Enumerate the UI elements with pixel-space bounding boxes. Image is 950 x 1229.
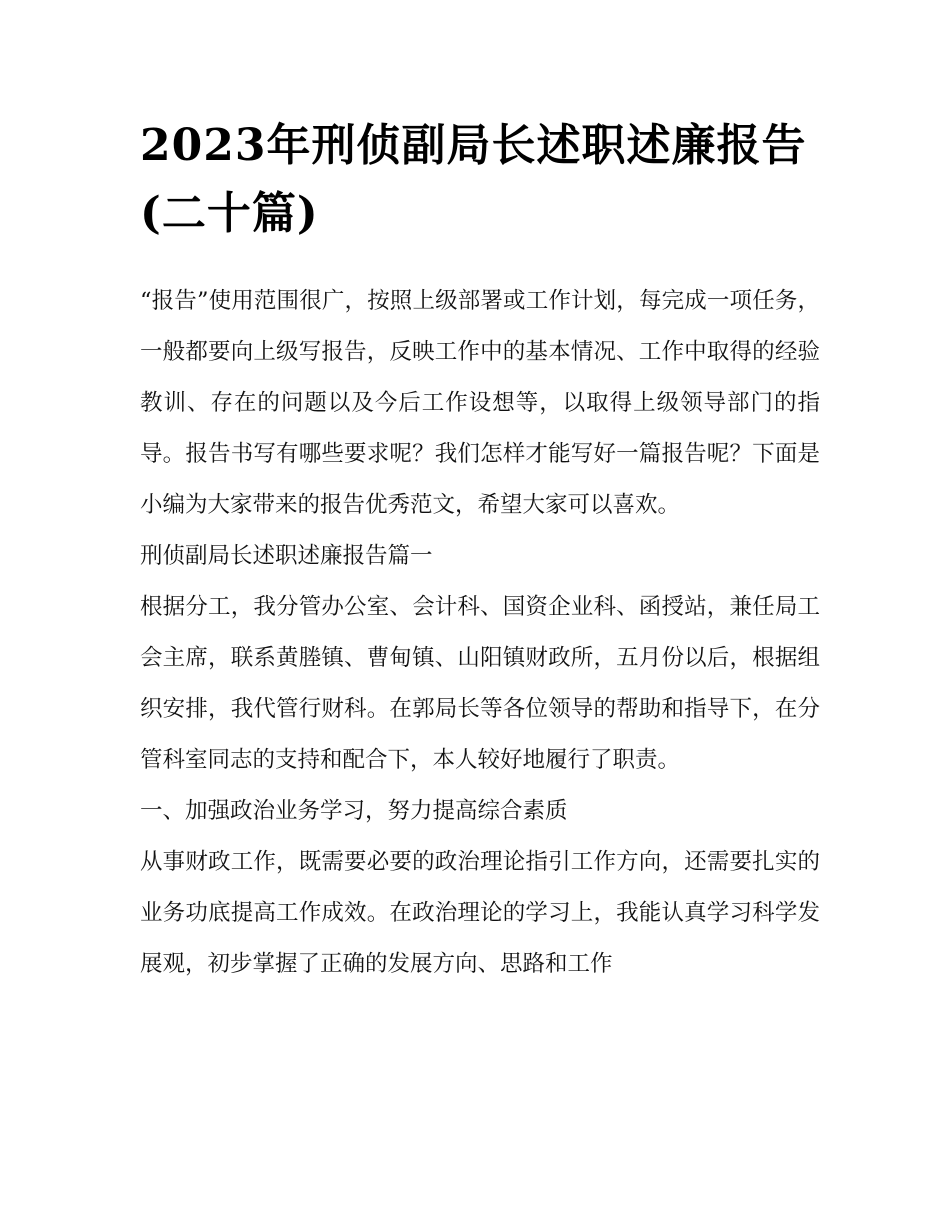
study-paragraph: 从事财政工作，既需要必要的政治理论指引工作方向，还需要扎实的业务功底提高工作成效。在政治理论的学习上，我能认真学习科学发展观，初步掌握了正确的发展方向、思路和工作 <box>140 849 820 977</box>
document-body <box>140 276 820 990</box>
subheading-study: 一、加强政治业务学习，努力提高综合素质 <box>140 798 568 824</box>
duties-paragraph: 根据分工，我分管办公室、会计科、国资企业科、函授站，兼任局工会主席，联系黄塍镇、曹甸镇、山阳镇财政所，五月份以后，根据组织安排，我代管行财科。在郭局长等各位领导的帮助和指导下，在分管科室同志的支持和配合下，本人较好地履行了职责。 <box>140 594 820 773</box>
intro-paragraph: “报告”使用范围很广，按照上级部署或工作计划，每完成一项任务，一般都要向上级写报告，反映工作中的基本情况、工作中取得的经验教训、存在的问题以及今后工作设想等，以取得上级领导部门的指导。报告书写有哪些要求呢？我们怎样才能写好一篇报告呢？下面是小编为大家带来的报告优秀范文，希望大家可以喜欢。 <box>140 288 820 518</box>
document-title: 2023年刑侦副局长述职述廉报告(二十篇) <box>140 120 807 239</box>
section-heading-part-one: 刑侦副局长述职述廉报告篇一 <box>140 543 433 569</box>
